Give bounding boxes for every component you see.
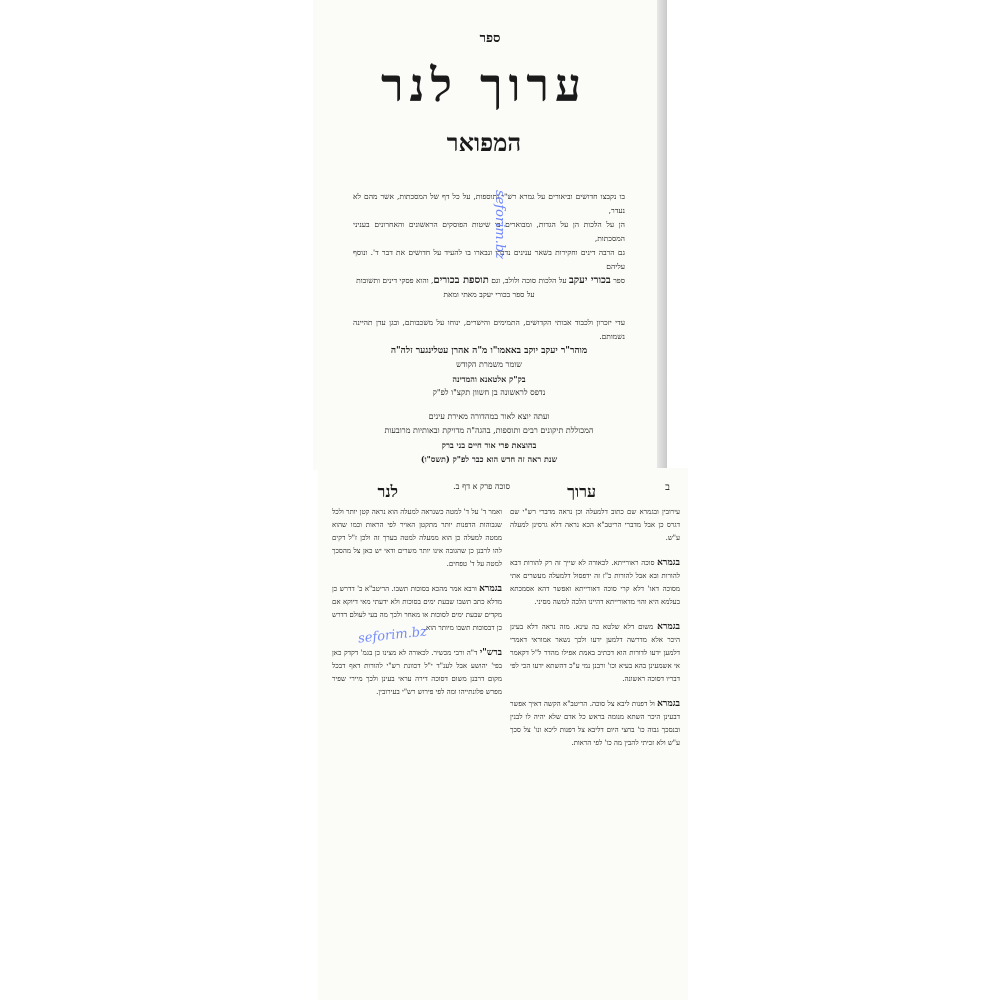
text-column-right (510, 506, 680, 762)
author-office: שומר משמרת הקודש (456, 360, 522, 369)
running-head-word: ערוך (567, 482, 596, 501)
reprint-line: המכוללת תיקונים רבים ותוספות, בהגה"ה מדויקת ובאותיות מרובעות (384, 426, 594, 435)
paragraph-text: סוכה ראורייתא. לכאורה לא שייך זה רק להורות דבא להורות ובא אבל להורות כ"ז זה ידפסול דלמעלה מעשרים אתי מסוכה דאו' דלא קרי סוכה דאורייתא ואפשר דהא אסמכתא בעלמא היא והוי מדאורייתא דהיינו הלכה למשה מסיני. (510, 559, 680, 606)
paragraph-text: ורבא אמר מהכא בסוכות תשבו. הריטב"א כ' דדרש כן מדלא כתב תשבו שבעת ימים בסוכות ולא ידעתי מאי דיוקא אם מקדים שבעת ימים לסוכות או מאחר ולכך מה בעי לעולם דדרש כן דבסוכות תשבו מיותר הוא. (332, 585, 502, 632)
paragraph (510, 621, 680, 686)
paragraph-lead: ברש"י (479, 648, 502, 658)
paragraph-text: עירובין ובגמרא שם כתוב דלמעלה וכן נראה מדברי רש"י שם דגרס כן אבל מדברי הריטב"א הכא נראה דלא גרסינן למעלה ע"ש. (510, 508, 680, 542)
paragraph (510, 557, 680, 609)
page-edge (657, 0, 667, 470)
blurb-line: בו נקבצו חדושים וביאורים על גמרא רש"י ותוספות, על כל דף של המסכתות, אשר מהם לא נעדר, (353, 192, 625, 215)
dedication: עדי יזכרון ולכבוד אבותי הקדושים, התמימים והישרים, ינוחו על משכבותם, ובגן עדן תהיינה נשמותם. (353, 318, 625, 341)
paragraph (510, 698, 680, 750)
paragraph-text: ד"ה ורבי מכשיר. לכאורה לא מצינו כן בגמ' דקדק כאן בפי' יהושע אבל לענ"ד י"ל דכוונת רש"י להורות דאף דבכל מקום דרבנן משום דסוכה דירה עראי בעינן ולכך מיירי שפיר מפרש פלונתייהו ומה לפי פירוש רש"י בעירובין. (332, 649, 502, 696)
book-name-tosefet-bikurim: תוספת בכורים (433, 275, 489, 286)
author-city: בק"ק אלטאנא והמדינה (452, 374, 526, 384)
blurb-line: הן על הלכות הן על הגדות, ומבוארים בו שיטות הפוסקים הראשונים והאחרונים בעניני המסכתות, (353, 220, 625, 243)
publisher: בהוצאת פרי אור חיים בני ברק (441, 440, 537, 450)
paragraph-text: משום דלא שלטא בה עינא. מזה נראה דלא בעינן היכר אלא מדרשה דלמען ידעו ולכך נשאר אמוראי דאמרי דלמען ידעו לדורות הוא דכתיב באמת אפילו מהדר ל"ל דקאמר אי אשמעינן בהא בעיא וכו' ורבנן נמי ע"כ דהשתא ידעו הכי לפי דבריו דסוכה ראשונה. (510, 623, 680, 683)
sefer-label: ספר (479, 31, 501, 46)
book-name-bikurei-yaakov: בכורי יעקב (568, 275, 611, 286)
blurb-tail: , והוא פסקי דינים ותשובות (356, 276, 434, 285)
text-page (318, 468, 688, 1000)
paragraph-lead: בגמרא (479, 584, 502, 594)
paragraph (332, 647, 502, 699)
blurb-line: גם הרבה דינים וחקירות בשאר ענינים נדברו ונבארו בו להעיד על חדושים את דבר ד'. ונוסף עליהם (353, 248, 625, 271)
paragraph-lead: בגמרא (657, 699, 680, 709)
reprint-line: ועתה יוצא לאור במהדורה מאירת עינים (428, 412, 550, 421)
paragraph-text: ואמר ד' על ד' למטה כשנראה למעלה הוא נראה קטן יותר ולכל שגבוהות הדפנות יותר מתקטן האויר לפי הראות וכמו שהוא ממטה למעלה כן הוא ממעלה למטה בערך זה ולכן ז"ל דקים להו לרבנן כן שהגובה אינו יותר משרים ודאי יש כאן צל מהסכך למטה על ד' טפחים. (332, 508, 502, 568)
paragraph-lead: בגמרא (657, 558, 680, 568)
paragraph (332, 506, 502, 571)
blurb-mid: על הלכות סוכה ולולב, וגם (491, 276, 567, 285)
watermark: seforim.bz (357, 624, 428, 647)
running-head-ref: סוכה פרק א דף ב. (453, 482, 510, 491)
blurb-prefix: ספר (613, 276, 625, 285)
publish-year: שנת ראה זה חדש הוא כבר לפ"ק (תשס"ו) (420, 454, 558, 464)
title-page (313, 0, 667, 470)
author-name: מוהר"ר יעקב יוקב באאמו"ו מ"ה אהרן עטלינגער זלה"ה (390, 346, 588, 356)
text-column-left (332, 506, 502, 711)
paragraph-lead: בגמרא (657, 622, 681, 632)
paragraph (510, 506, 680, 545)
book-subtitle: המפואר (446, 128, 522, 157)
watermark: seforim.bz (492, 190, 507, 260)
blurb-line: על ספר בכורי יעקב מאתי ומאת (443, 290, 535, 299)
paragraph-text: ול דפנות ליבא צל סוכה. הריטב"א הקשה דאיך אפשר דבעינן היכר השתא מנומה בראש כל אדם שלא יהיה לו לבנין ובנסכך גבוה כו' בחצי היום דליבא צל דפנות ליכא ונו' צל סכך ע"ש ולא זכיתי להבין מה כו' לפי הראות. (510, 700, 680, 747)
book-title: ערוך לנר (380, 58, 588, 112)
first-print: נדפס לראשונה בן חשוון תקצ"ו לפ"ק (432, 388, 546, 397)
page-number: ב (665, 482, 670, 493)
running-head-word-2: לנר (377, 482, 398, 501)
